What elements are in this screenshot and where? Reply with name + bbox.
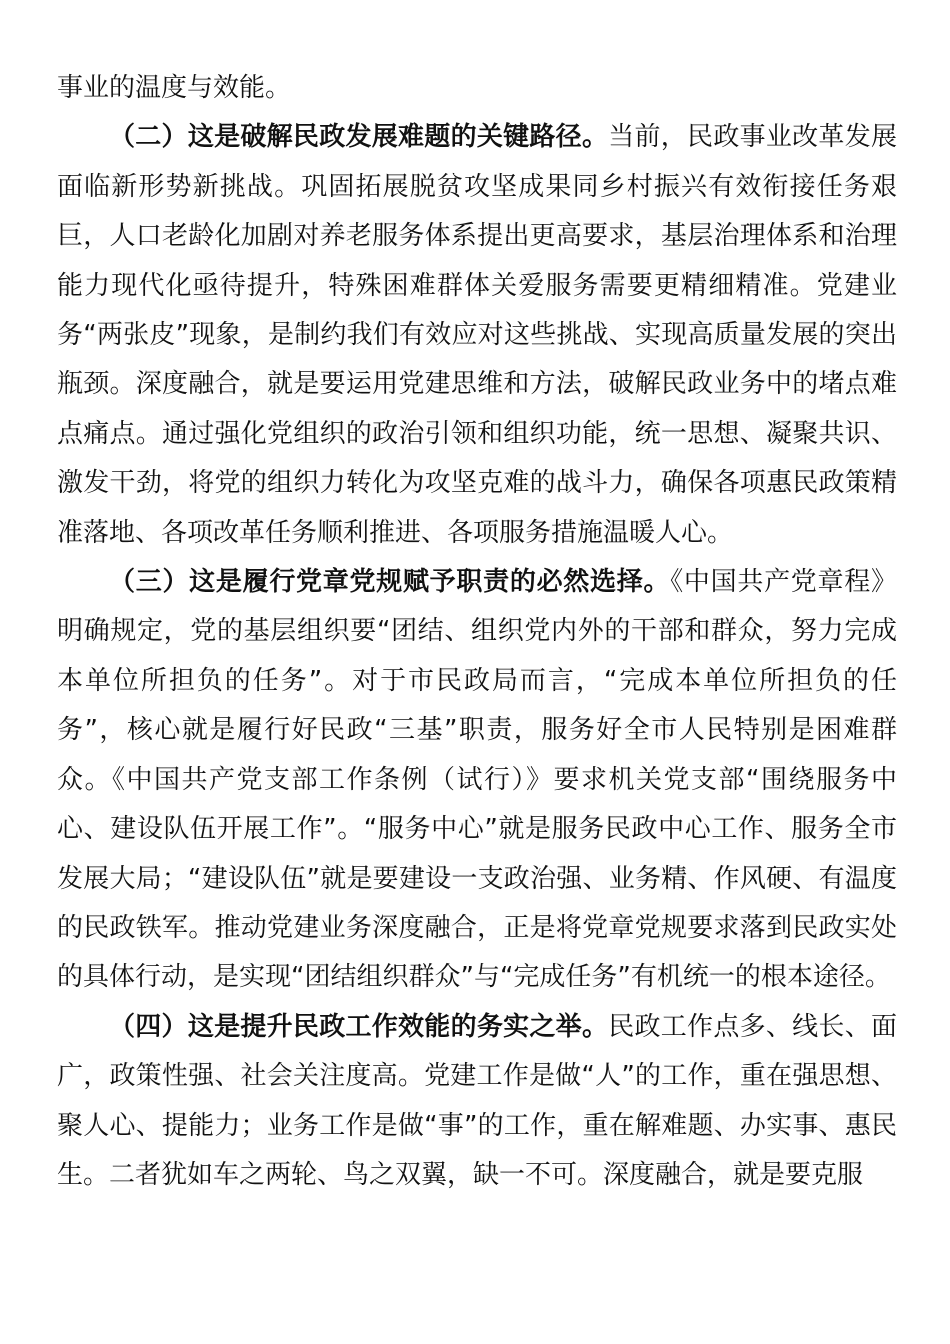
section-heading: （四）这是提升民政工作效能的务实之举。 <box>109 1011 609 1042</box>
paragraph-text: 民政工作点多、线长、面广，政策性强、社会关注度高。党建工作是做“人”的工作，重在强思想、聚人心、提能力；业务工作是做“事”的工作，重在解难题、办实事、惠民生。二者犹如车之两轮、鸟之双翼，缺一不可。深度融合，就是要克服 <box>57 1011 897 1190</box>
section-heading: （二）这是破解民政发展难题的关键路径。 <box>109 122 609 153</box>
paragraph-section-two <box>57 113 897 558</box>
section-heading: （三）这是履行党章党规赋予职责的必然选择。 <box>109 567 671 598</box>
paragraph-text: 《中国共产党章程》明确规定，党的基层组织要“团结、组织党内外的干部和群众，努力完成本单位所担负的任务”。对于市民政局而言，“完成本单位所担负的任务”，核心就是履行好民政“三基”职责，服务好全市人民特别是困难群众。《中国共产党支部工作条例（试行）》要求机关党支部“围绕服务中心、建设队伍开展工作”。“服务中心”就是服务民政中心工作、服务全市发展大局；“建设队伍”就是要建设一支政治强、业务精、作风硬、有温度的民政铁军。推动党建业务深度融合，正是将党章党规要求落到民政实处的具体行动，是实现“团结组织群众”与“完成任务”有机统一的根本途径。 <box>57 567 897 993</box>
paragraph-continuation <box>57 64 897 113</box>
paragraph-section-three <box>57 558 897 1003</box>
paragraph-text: 当前，民政事业改革发展面临新形势新挑战。巩固拓展脱贫攻坚成果同乡村振兴有效衔接任务艰巨，人口老龄化加剧对养老服务体系提出更高要求，基层治理体系和治理能力现代化亟待提升，特殊困难群体关爱服务需要更精细精准。党建业务“两张皮”现象，是制约我们有效应对这些挑战、实现高质量发展的突出瓶颈。深度融合，就是要运用党建思维和方法，破解民政业务中的堵点难点痛点。通过强化党组织的政治引领和组织功能，统一思想、凝聚共识、激发干劲，将党的组织力转化为攻坚克难的战斗力，确保各项惠民政策精准落地、各项改革任务顺利推进、各项服务措施温暖人心。 <box>57 122 897 548</box>
paragraph-text: 事业的温度与效能。 <box>57 73 292 103</box>
paragraph-section-four <box>57 1003 897 1201</box>
document-page <box>57 64 897 1200</box>
